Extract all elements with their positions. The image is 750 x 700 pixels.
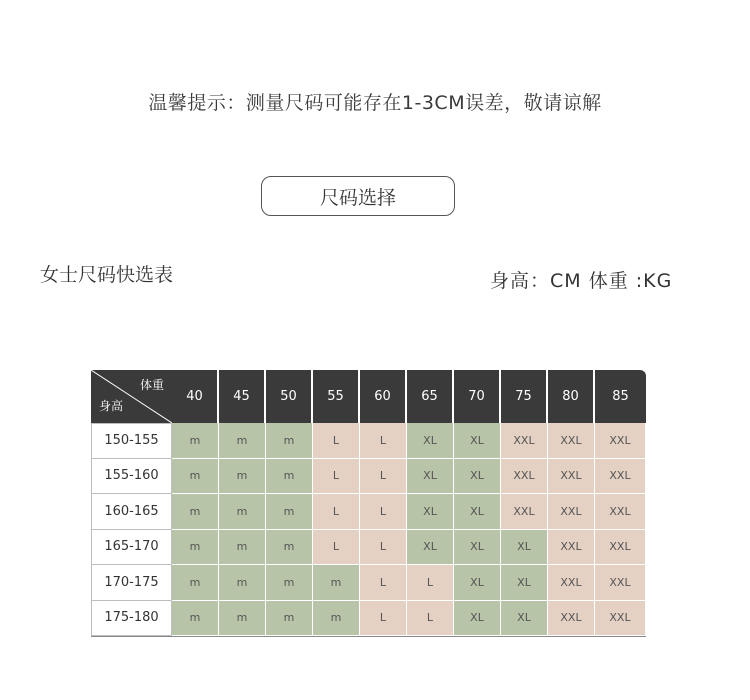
corner-header [91, 370, 172, 423]
height-range-cell: 155-160 [91, 459, 172, 495]
size-cell: XXL [595, 459, 646, 495]
weight-header-50: 50 [266, 370, 313, 423]
weight-header-45: 45 [219, 370, 266, 423]
size-cell: XXL [595, 423, 646, 459]
size-cell: XL [407, 530, 454, 566]
weight-header-row [91, 370, 646, 423]
size-cell: L [360, 601, 407, 637]
weight-header-60: 60 [360, 370, 407, 423]
size-row [91, 459, 646, 495]
size-cell: m [219, 601, 266, 637]
size-cell: m [219, 459, 266, 495]
size-cell: XXL [595, 494, 646, 530]
size-cell: m [172, 601, 219, 637]
size-cell: XL [454, 423, 501, 459]
size-cell: XL [407, 423, 454, 459]
size-cell: m [172, 459, 219, 495]
table-bottom-border [91, 636, 646, 637]
size-cell: XL [501, 530, 548, 566]
size-cell: XXL [548, 565, 595, 601]
size-chart-table [91, 370, 646, 636]
size-cell: XXL [548, 601, 595, 637]
size-row [91, 565, 646, 601]
size-cell: m [172, 530, 219, 566]
height-axis-label: 身高 [99, 399, 124, 413]
size-row [91, 530, 646, 566]
size-table-title: 女士尺码快选表 [40, 264, 174, 286]
size-cell: XXL [501, 423, 548, 459]
size-cell: m [313, 565, 360, 601]
size-cell: XXL [595, 530, 646, 566]
size-cell: m [266, 423, 313, 459]
size-cell: m [219, 530, 266, 566]
size-cell: XL [501, 565, 548, 601]
size-cell: L [360, 459, 407, 495]
weight-header-70: 70 [454, 370, 501, 423]
size-cell: XL [454, 601, 501, 637]
size-cell: m [266, 601, 313, 637]
size-cell: L [360, 565, 407, 601]
size-cell: L [313, 423, 360, 459]
size-cell: XL [454, 459, 501, 495]
size-cell: m [266, 494, 313, 530]
size-cell: L [313, 530, 360, 566]
measurement-notice: 温馨提示：测量尺码可能存在1-3CM误差，敬请谅解 [148, 92, 602, 114]
units-label: 身高：CM 体重 :KG [490, 270, 673, 292]
size-cell: L [360, 494, 407, 530]
height-range-cell: 170-175 [91, 565, 172, 601]
size-cell: XL [407, 459, 454, 495]
size-row [91, 423, 646, 459]
size-cell: m [219, 565, 266, 601]
size-cell: m [219, 494, 266, 530]
size-cell: XXL [548, 423, 595, 459]
size-cell: m [266, 565, 313, 601]
height-range-cell: 175-180 [91, 601, 172, 637]
size-cell: XL [454, 530, 501, 566]
size-select-button[interactable] [261, 176, 455, 216]
weight-header-65: 65 [407, 370, 454, 423]
weight-header-55: 55 [313, 370, 360, 423]
size-cell: m [266, 530, 313, 566]
size-cell: XXL [501, 459, 548, 495]
size-cell: XXL [548, 530, 595, 566]
size-row [91, 601, 646, 637]
size-select-label: 尺码选择 [319, 186, 396, 209]
size-cell: XL [454, 565, 501, 601]
size-cell: L [360, 530, 407, 566]
weight-header-40: 40 [172, 370, 219, 423]
size-cell: L [313, 494, 360, 530]
size-cell: XXL [595, 601, 646, 637]
height-range-cell: 160-165 [91, 494, 172, 530]
size-cell: L [407, 601, 454, 637]
size-cell: m [313, 601, 360, 637]
size-cell: XL [454, 494, 501, 530]
size-cell: m [172, 423, 219, 459]
weight-axis-label: 体重 [139, 378, 164, 392]
size-cell: XL [407, 494, 454, 530]
size-cell: XXL [595, 565, 646, 601]
size-cell: L [360, 423, 407, 459]
size-cell: XL [501, 601, 548, 637]
weight-header-80: 80 [548, 370, 595, 423]
size-cell: XXL [548, 494, 595, 530]
size-cell: XXL [501, 494, 548, 530]
size-cell: m [172, 494, 219, 530]
size-cell: L [313, 459, 360, 495]
size-cell: L [407, 565, 454, 601]
weight-header-85: 85 [595, 370, 646, 423]
size-cell: m [172, 565, 219, 601]
height-range-cell: 165-170 [91, 530, 172, 566]
size-cell: m [266, 459, 313, 495]
size-cell: XXL [548, 459, 595, 495]
height-range-cell: 150-155 [91, 423, 172, 459]
size-rows [91, 423, 646, 636]
size-cell: m [219, 423, 266, 459]
weight-header-75: 75 [501, 370, 548, 423]
size-row [91, 494, 646, 530]
